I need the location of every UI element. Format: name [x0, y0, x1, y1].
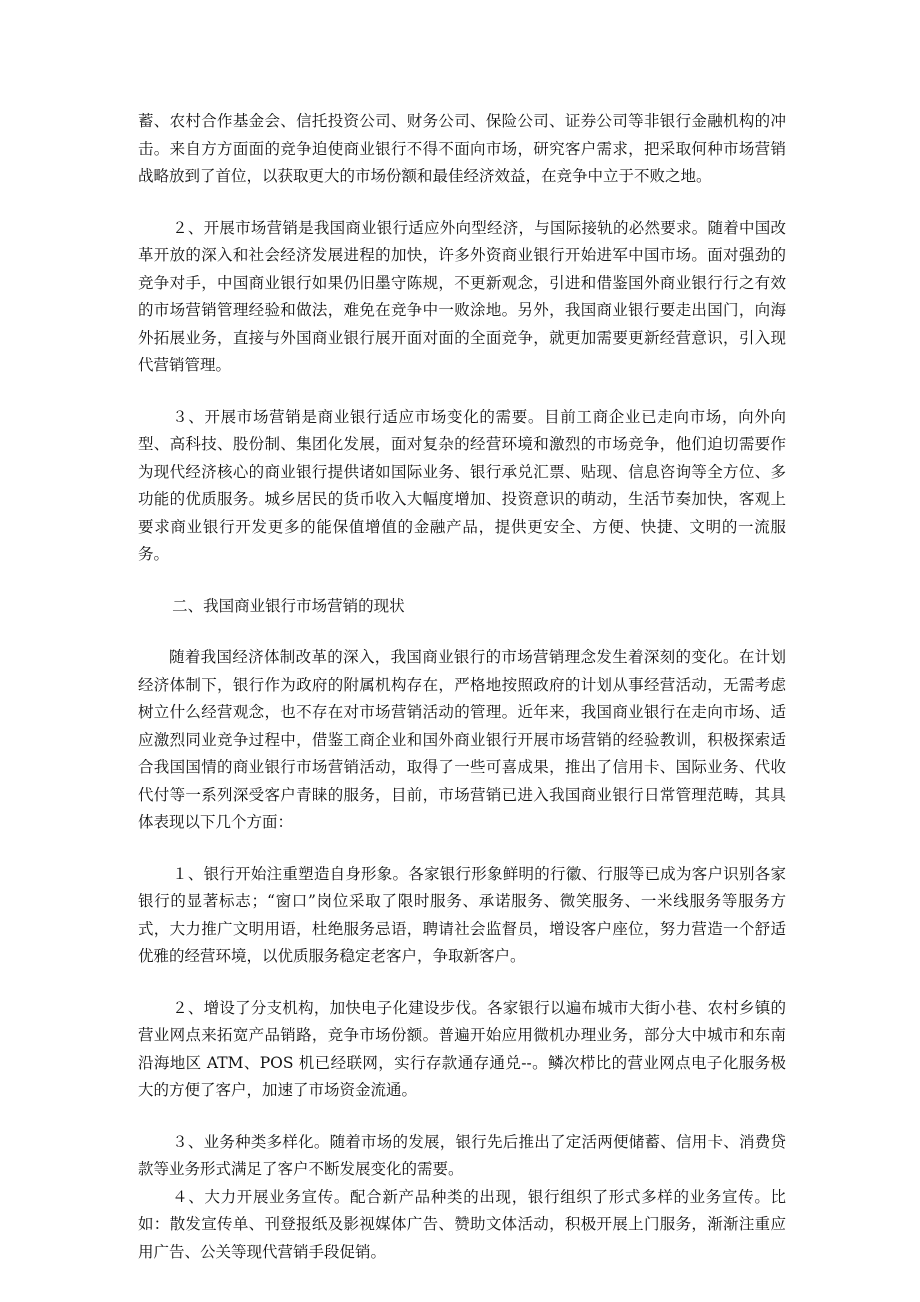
paragraph-competition-pressure: 蓄、农村合作基金会、信托投资公司、财务公司、保险公司、证券公司等非银行金融机构的冲击。来自方方面面的竞争迫使商业银行不得不面向市场，研究客户需求，把采取何种市场营销战略放到了首位，以获取更大的市场份额和最佳经济效益，在竞争中立于不败之地。 [138, 112, 786, 185]
paragraph-item-1-image: １、银行开始注重塑造自身形象。各家银行形象鲜明的行徽、行服等已成为客户识别各家银行的显著标志；“窗口”岗位采取了限时服务、承诺服务、微笑服务、一米线服务等服务方式，大力推广文明用语，杜绝服务忌语，聘请社会监督员，增设客户座位，努力营造一个舒适优雅的经营环境，以优质服务稳定老客户，争取新客户。 [138, 864, 786, 965]
paragraph-point-2-international: ２、开展市场营销是我国商业银行适应外向型经济，与国际接轨的必然要求。随着中国改革开放的深入和社会经济发展进程的加快，许多外资商业银行开始进军中国市场。面对强劲的竞争对手，中国商业银行如果仍旧墨守陈规，不更新观念，引进和借鉴国外商业银行行之有效的市场营销管理经验和做法，难免在竞争中一败涂地。另外，我国商业银行要走出国门，向海外拓展业务，直接与外国商业银行展开面对面的全面竞争，就更加需要更新经营意识，引入现代营销管理。 [138, 218, 786, 374]
paragraph-item-4-promotion: ４、大力开展业务宣传。配合新产品种类的出现，银行组织了形式多样的业务宣传。比如：散发宣传单、刊登报纸及影视媒体广告、赞助文体活动，积极开展上门服务，渐渐注重应用广告、公关等现代营销手段促销。 [138, 1187, 786, 1261]
paragraph-item-2-branches: ２、增设了分支机构，加快电子化建设步伐。各家银行以遍布城市大街小巷、农村乡镇的营业网点来拓宽产品销路，竞争市场份额。普遍开始应用微机办理业务，部分大中城市和东南沿海地区 ATM、POS 机已经联网，实行存款通存通兑--。鳞次栉比的营业网点电子化服务极大的方便了客户，加速了市场资金流通。 [138, 998, 786, 1099]
paragraph-point-3-market-change: ３、开展市场营销是商业银行适应市场变化的需要。目前工商企业已走向市场，向外向型、高科技、股份制、集团化发展，面对复杂的经营环境和激烈的市场竞争，他们迫切需要作为现代经济核心的商业银行提供诸如国际业务、银行承兑汇票、贴现、信息咨询等全方位、多功能的优质服务。城乡居民的货币收入大幅度增加、投资意识的萌动，生活节奏加快，客观上要求商业银行开发更多的能保值增值的金融产品，提供更安全、方便、快捷、文明的一流服务。 [138, 407, 786, 563]
paragraph-status-intro: 随着我国经济体制改革的深入，我国商业银行的市场营销理念发生着深刻的变化。在计划经济体制下，银行作为政府的附属机构存在，严格地按照政府的计划从事经营活动，无需考虑树立什么经营观念，也不存在对市场营销活动的管理。近年来，我国商业银行在走向市场、适应激烈同业竞争过程中，借鉴工商企业和国外商业银行开展市场营销的经验教训，积极探索适合我国国情的商业银行市场营销活动，取得了一些可喜成果，推出了信用卡、国际业务、代收代付等一系列深受客户青睐的服务，目前，市场营销已进入我国商业银行日常管理范畴，其具体表现以下几个方面： [138, 648, 786, 831]
document-body [138, 108, 786, 1266]
section-heading-current-status: 二、我国商业银行市场营销的现状 [172, 596, 405, 615]
paragraph-item-3-diversification: ３、业务种类多样化。随着市场的发展，银行先后推出了定活两便储蓄、信用卡、消费贷款等业务形式满足了客户不断发展变化的需要。 [138, 1132, 786, 1178]
